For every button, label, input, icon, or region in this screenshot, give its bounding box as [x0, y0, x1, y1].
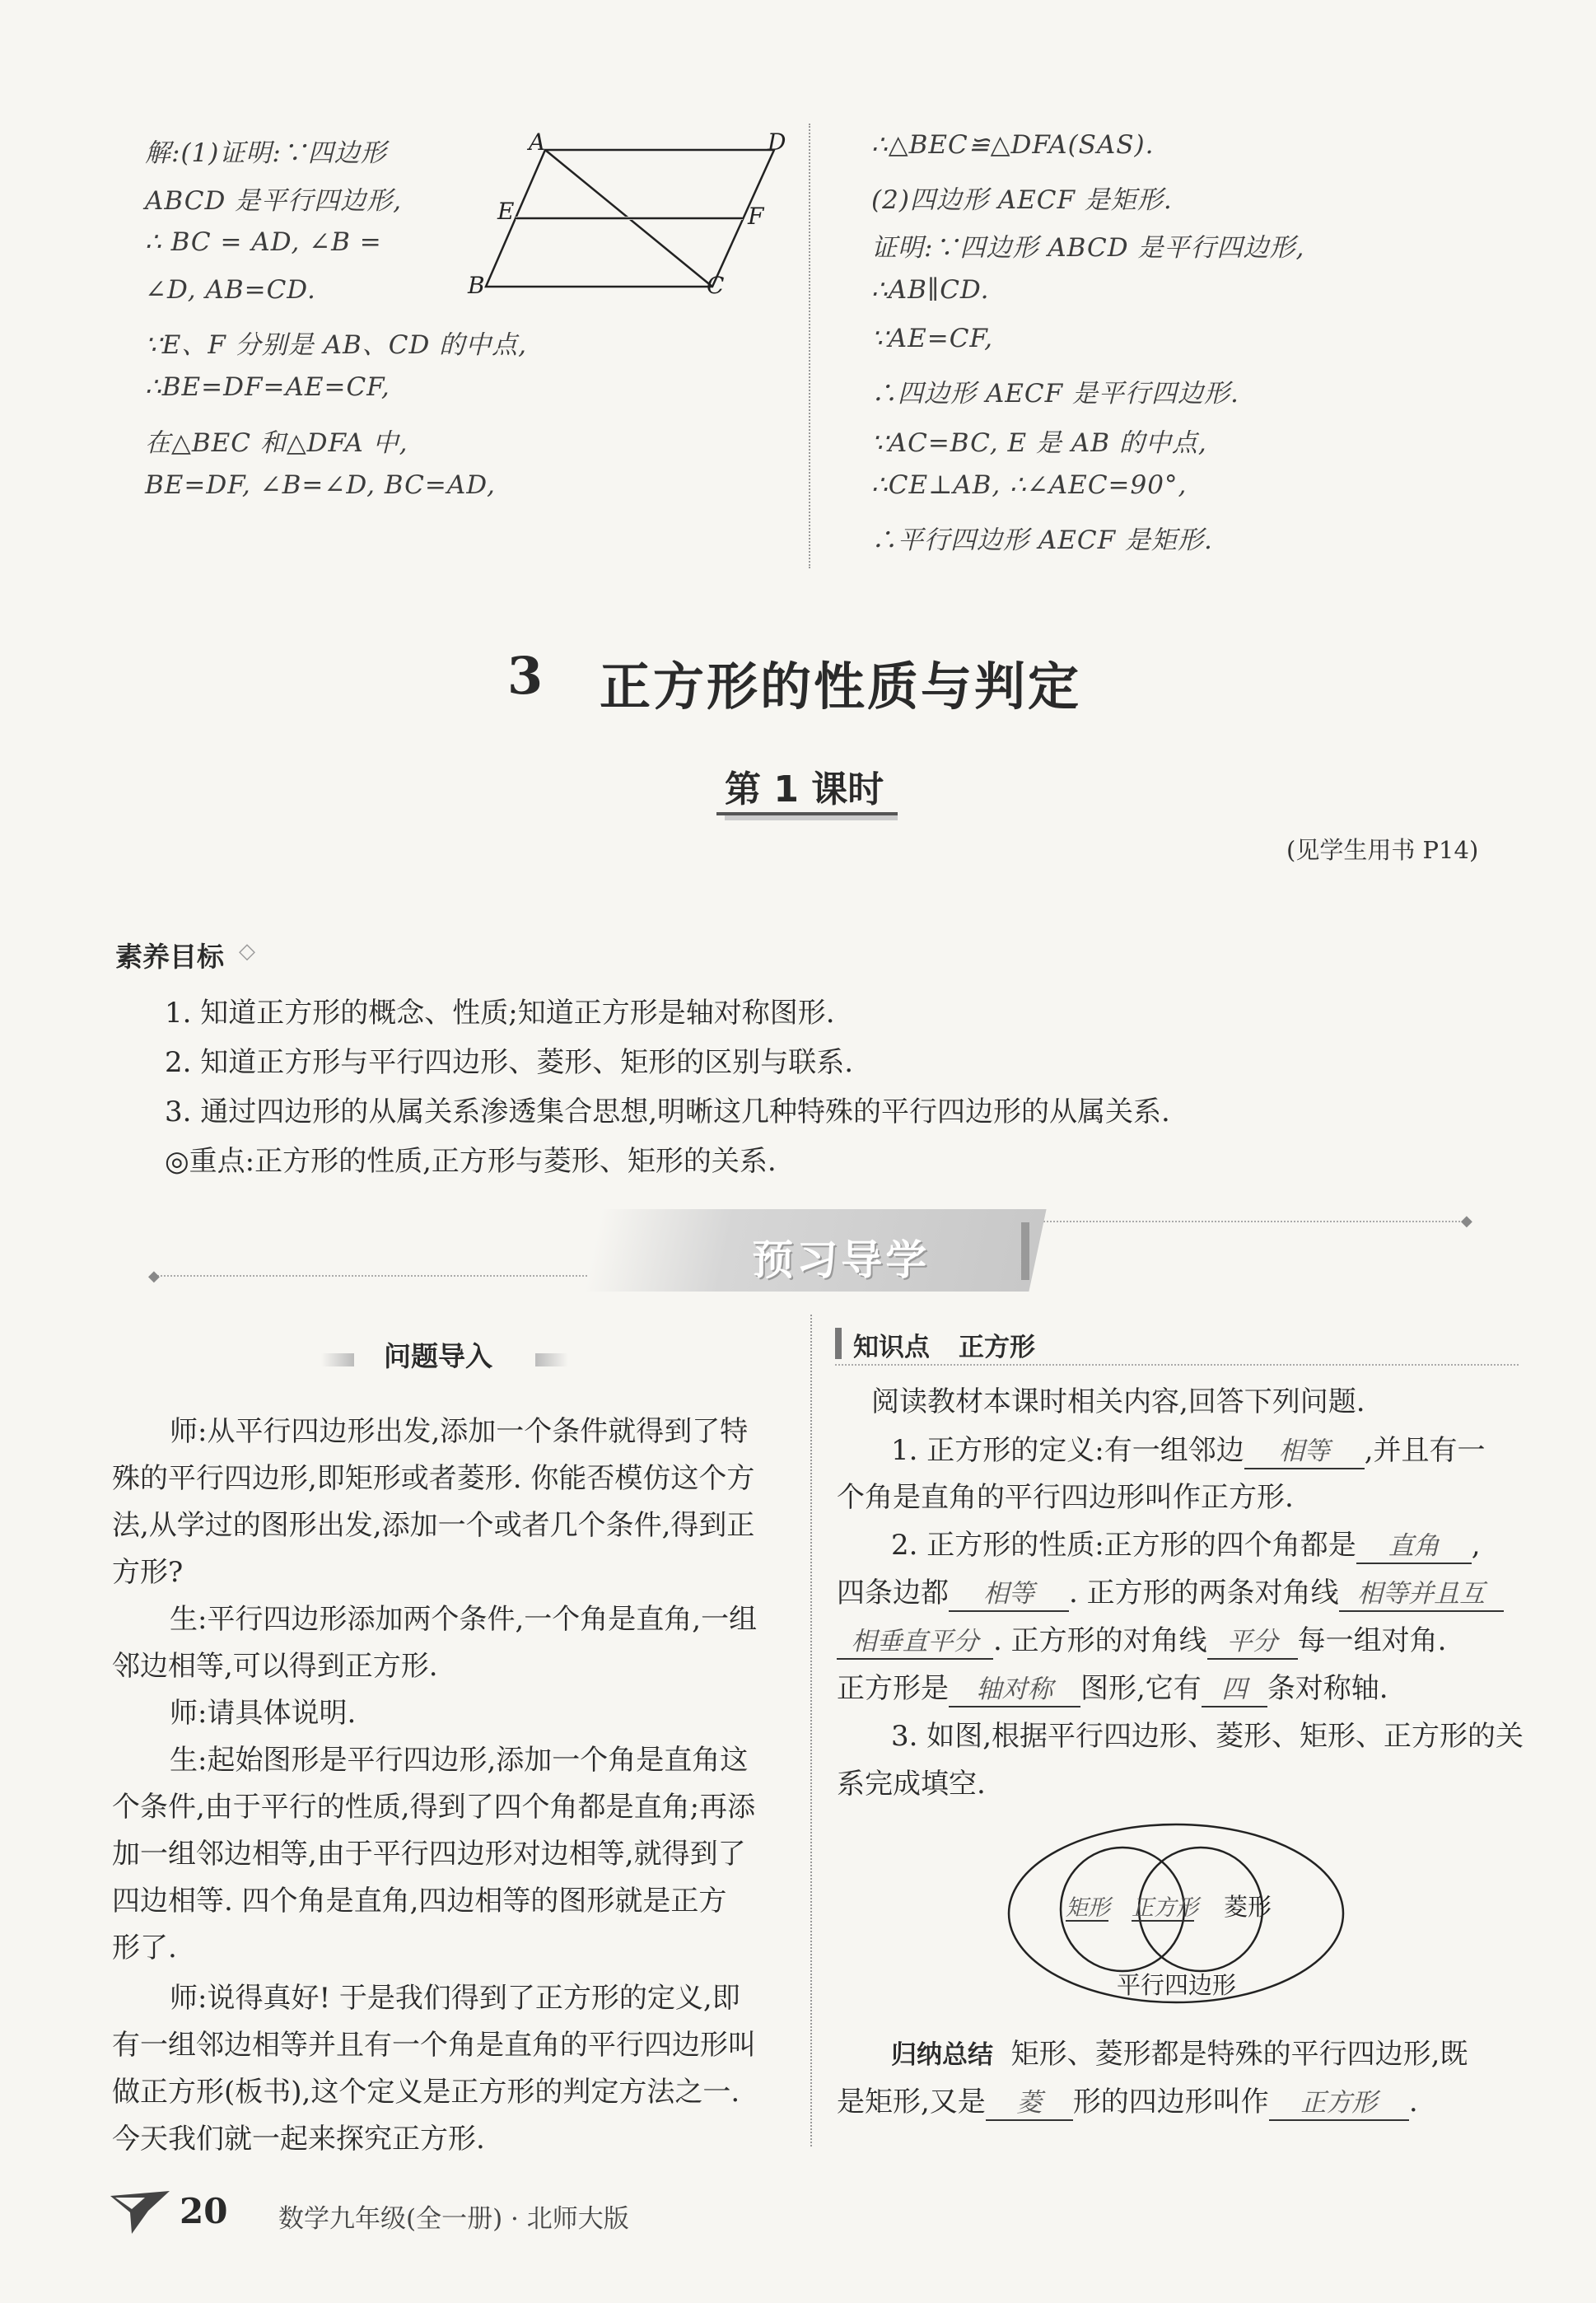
vertex-label-e: E [497, 198, 515, 225]
venn-label-rectangle: 矩形 [1066, 1895, 1110, 1921]
summary-text-b: 是矩形,又是 [837, 2086, 986, 2118]
banner-rule-right [1038, 1221, 1466, 1222]
summary-text-c: 形的四边形叫作 [1072, 2086, 1269, 2118]
section-title: 正方形的性质与判定 [600, 656, 1082, 717]
q2-text-b: , [1471, 1529, 1481, 1562]
venn-label-square: 正方形 [1132, 1895, 1198, 1921]
lesson-badge [716, 756, 898, 815]
intro-heading-right-mark [535, 1353, 568, 1366]
intro-line: 邻边相等,可以得到正方形. [112, 1650, 438, 1683]
q2-text-i: 条对称轴. [1267, 1672, 1388, 1705]
knowledge-title: 正方形 [959, 1333, 1035, 1362]
knowledge-q2-line3 [837, 1618, 1446, 1660]
intro-line: 做正方形(板书),这个定义是正方形的判定方法之一. [112, 2076, 740, 2109]
book-title: 数学九年级(全一册) · 北师大版 [278, 2204, 629, 2234]
knowledge-q2-line4 [837, 1665, 1388, 1707]
intro-line: 法,从学过的图形出发,添加一个或者几个条件,得到正 [112, 1509, 755, 1542]
intro-heading: 问题导入 [384, 1340, 492, 1372]
intro-line: 生:起始图形是平行四边形,添加一个角是直角这 [170, 1744, 749, 1777]
summary-fill-rhombus: 菱 [986, 2086, 1073, 2121]
q1-fill: 相等 [1244, 1435, 1365, 1469]
knowledge-heading-bar [835, 1328, 842, 1359]
goal-item: 2. 知道正方形与平行四边形、菱形、矩形的区别与联系. [165, 1046, 854, 1079]
solution-line: ∴四边形 AECF 是平行四边形. [871, 379, 1239, 409]
solution-line: ∴CE⊥AB, ∴∠AEC=90°, [871, 470, 1188, 500]
summary-line1 [891, 2031, 1468, 2072]
venn-label-parallelogram: 平行四边形 [1117, 1971, 1237, 1999]
solution-line: ∵E、F 分别是 AB、CD 的中点, [145, 330, 528, 360]
goal-item: 3. 通过四边形的从属关系渗透集合思想,明晰这几种特殊的平行四边形的从属关系. [165, 1095, 1170, 1128]
knowledge-q2-line2 [837, 1570, 1504, 1612]
goal-item: 1. 知道正方形的概念、性质;知道正方形是轴对称图形. [165, 997, 835, 1030]
goals-heading: 素养目标 [115, 941, 224, 973]
page-number: 20 [180, 2191, 228, 2231]
vertex-label-f: F [748, 203, 764, 230]
vertex-label-a: A [529, 128, 546, 156]
knowledge-heading [835, 1321, 1519, 1366]
vertex-label-c: C [707, 272, 725, 299]
lesson-badge-shadow [725, 815, 898, 820]
solution-line: 证明:∵四边形 ABCD 是平行四边形, [871, 233, 1305, 263]
knowledge-q1 [891, 1427, 1486, 1469]
parallelogram-figure [461, 124, 799, 305]
solution-line: ∴BE=DF=AE=CF, [145, 372, 390, 402]
solution-line: 在△BEC 和△DFA 中, [145, 428, 408, 458]
vertex-label-d: D [768, 128, 786, 156]
solution-line: ∴AB∥CD. [871, 275, 990, 305]
knowledge-intro: 阅读教材本课时相关内容,回答下列问题. [871, 1385, 1365, 1418]
q1-text-b: ,并且有一 [1364, 1434, 1486, 1467]
q2-fill-right-angle: 直角 [1356, 1530, 1472, 1564]
q2-fill-bisect: 平分 [1207, 1625, 1298, 1660]
knowledge-q3-cont: 系完成填空. [837, 1768, 986, 1801]
summary-tag: 归纳总结 [891, 2040, 993, 2070]
intro-line: 师:请具体说明. [170, 1697, 357, 1730]
q2-fill-axes: 四 [1202, 1673, 1267, 1707]
intro-line: 形了. [112, 1932, 177, 1964]
solution-line: ∵AE=CF, [871, 324, 993, 353]
goals-heading-diamond-icon: ◇ [239, 939, 255, 964]
q2-fill-diagonals-a: 相等并且互 [1339, 1577, 1504, 1612]
banner-title: 预习导学 [752, 1236, 931, 1284]
venn-label-rhombus: 菱形 [1224, 1893, 1272, 1921]
summary-text-d: . [1408, 2086, 1418, 2118]
knowledge-tag: 知识点 [853, 1333, 930, 1362]
q2-fill-symmetry: 轴对称 [949, 1673, 1080, 1707]
footer-arrow-icon [107, 2188, 173, 2237]
intro-line: 师:说得真好! 于是我们得到了正方形的定义,即 [170, 1982, 740, 2015]
intro-line: 加一组邻边相等,由于平行四边形对边相等,就得到了 [112, 1838, 746, 1871]
intro-line: 生:平行四边形添加两个条件,一个角是直角,一组 [170, 1603, 758, 1636]
knowledge-q1-cont: 个角是直角的平行四边形叫作正方形. [837, 1481, 1294, 1514]
summary-line2 [837, 2079, 1418, 2121]
solution-line: ∴ BC = AD, ∠B = [145, 227, 382, 257]
q2-text-f: 每一组对角. [1297, 1624, 1447, 1657]
solution-line: ∠D, AB=CD. [145, 275, 316, 305]
intro-heading-box [321, 1330, 585, 1373]
column-divider-bottom [810, 1315, 812, 2147]
banner-diamond-right-icon: ◆ [1461, 1212, 1472, 1230]
goal-key-point: ◎重点:正方形的性质,正方形与菱形、矩形的关系. [165, 1145, 777, 1178]
q2-text-d: . 正方形的两条对角线 [1069, 1577, 1339, 1609]
q2-text-h: 图形,它有 [1080, 1672, 1202, 1705]
intro-line: 四边相等. 四个角是直角,四边相等的图形就是正方 [112, 1885, 727, 1918]
vertex-label-b: B [468, 272, 485, 299]
intro-line: 有一组邻边相等并且有一个角是直角的平行四边形叫 [112, 2029, 756, 2062]
intro-heading-left-mark [321, 1353, 354, 1366]
lesson-title: 第 1 课时 [725, 768, 884, 810]
column-divider-top [809, 124, 810, 568]
reference-note: (见学生用书 P14) [1286, 836, 1479, 864]
solution-line: 解:(1)证明:∵四边形 [145, 138, 387, 168]
q2-text-c: 四条边都 [837, 1577, 949, 1609]
banner-end-bar [1021, 1222, 1029, 1280]
solution-line: BE=DF, ∠B=∠D, BC=AD, [145, 470, 496, 500]
summary-fill-square: 正方形 [1269, 2086, 1409, 2121]
solution-line: (2)四边形 AECF 是矩形. [871, 185, 1173, 215]
q2-text-e: . 正方形的对角线 [993, 1624, 1207, 1657]
banner-diamond-left-icon: ◆ [148, 1268, 160, 1285]
intro-line: 个条件,由于平行的性质,得到了四个角都是直角;再添 [112, 1791, 756, 1824]
knowledge-q3: 3. 如图,根据平行四边形、菱形、矩形、正方形的关 [891, 1720, 1524, 1753]
venn-diagram [1003, 1819, 1349, 2016]
q2-fill-diagonals-b: 相垂直平分 [837, 1625, 993, 1660]
solution-line: ∵AC=BC, E 是 AB 的中点, [871, 428, 1207, 458]
section-number: 3 [507, 646, 544, 706]
solution-line: ∴△BEC≌△DFA(SAS). [871, 130, 1155, 160]
intro-line: 今天我们就一起来探究正方形. [112, 2123, 485, 2156]
intro-line: 殊的平行四边形,即矩形或者菱形. 你能否模仿这个方 [112, 1462, 755, 1495]
q1-text-a: 1. 正方形的定义:有一组邻边 [891, 1434, 1244, 1467]
summary-text-a: 矩形、菱形都是特殊的平行四边形,既 [1010, 2038, 1468, 2071]
q2-text-g: 正方形是 [837, 1672, 949, 1705]
banner [584, 1209, 1046, 1292]
q2-fill-equal: 相等 [949, 1577, 1069, 1612]
q2-text-a: 2. 正方形的性质:正方形的四个角都是 [891, 1529, 1356, 1562]
intro-line: 师:从平行四边形出发,添加一个条件就得到了特 [170, 1415, 749, 1448]
intro-line: 方形? [112, 1556, 184, 1589]
solution-line: ∴平行四边形 AECF 是矩形. [871, 526, 1213, 555]
solution-line: ABCD 是平行四边形, [145, 186, 403, 216]
knowledge-q2 [891, 1522, 1481, 1564]
